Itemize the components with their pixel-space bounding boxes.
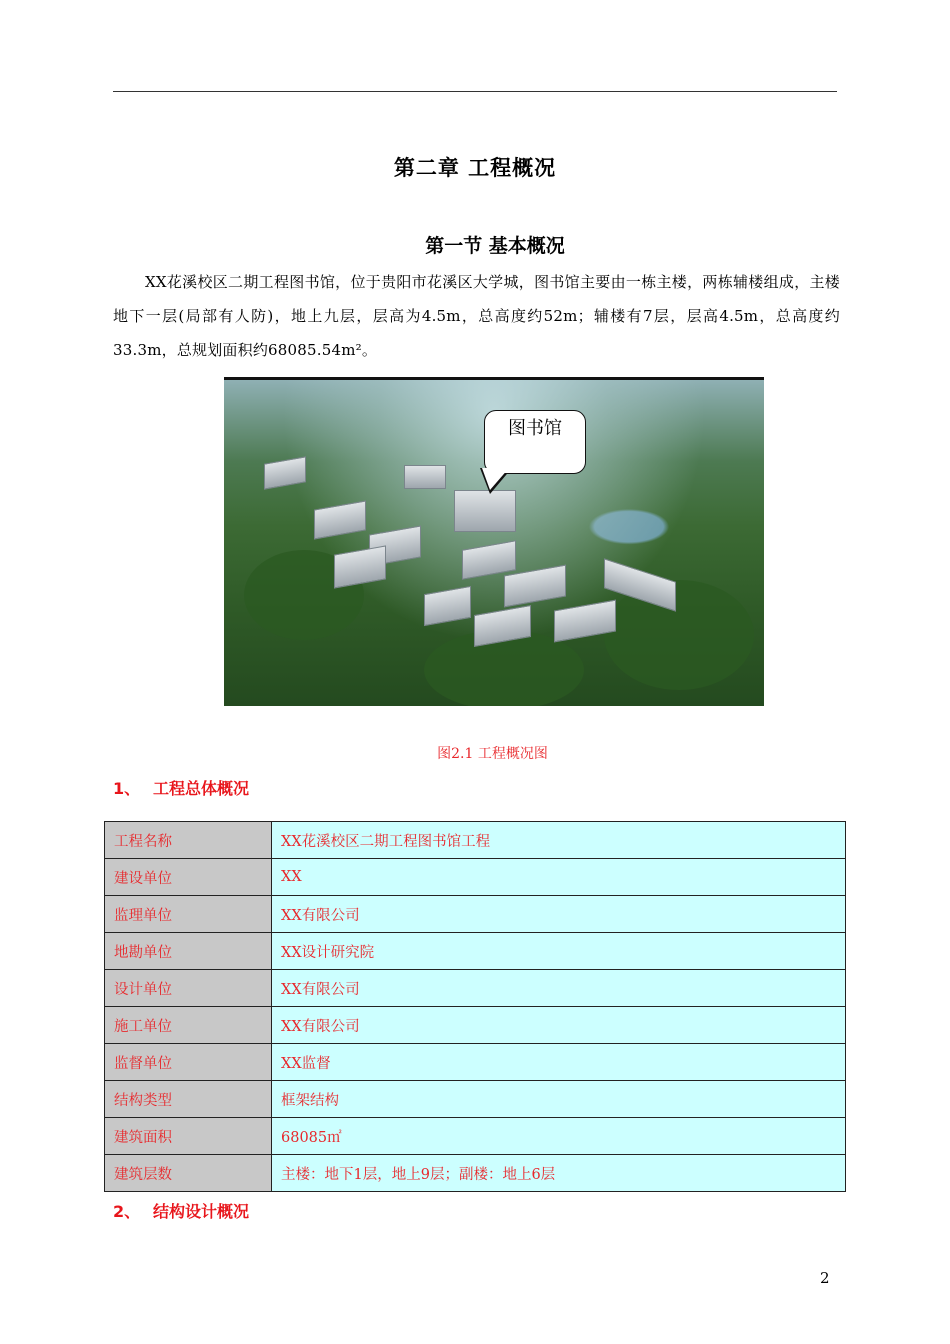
table-row (105, 859, 846, 896)
row-value: XX有限公司 (272, 970, 846, 1007)
table-row (105, 1118, 846, 1155)
chapter-title: 第二章 工程概况 (393, 156, 557, 180)
table-row (105, 1044, 846, 1081)
library-building (454, 490, 516, 532)
row-label: 设计单位 (105, 970, 272, 1007)
row-label: 施工单位 (105, 1007, 272, 1044)
campus-building (314, 500, 366, 539)
row-value: XX有限公司 (272, 1007, 846, 1044)
row-value: XX监督 (272, 1044, 846, 1081)
callout-pointer-fill (482, 468, 509, 490)
row-value: XX (272, 859, 846, 896)
campus-aerial-image (224, 377, 764, 706)
subsection-heading-2 (113, 1199, 249, 1222)
row-value: 68085㎡ (272, 1118, 846, 1155)
row-value: XX设计研究院 (272, 933, 846, 970)
campus-building (334, 545, 386, 588)
intro-paragraph: XX花溪校区二期工程图书馆，位于贵阳市花溪区大学城，图书馆主要由一栋主楼，两栋辅楼组成，主楼地下一层(局部有人防)，地上九层，层高为4.5m，总高度约52m；辅楼有7层，层高4.5m，总高度约33.3m，总规划面积约68085.54m²。 (113, 273, 840, 359)
row-value: XX花溪校区二期工程图书馆工程 (272, 822, 846, 859)
table-row (105, 1007, 846, 1044)
row-label: 建筑层数 (105, 1155, 272, 1192)
table-row (105, 896, 846, 933)
row-value: 主楼：地下1层，地上9层；副楼：地上6层 (272, 1155, 846, 1192)
campus-building (264, 456, 306, 489)
tree-cluster (604, 580, 754, 690)
table-row (105, 933, 846, 970)
subsection-title: 工程总体概况 (153, 779, 250, 798)
figure-caption: 图2.1 工程概况图 (437, 746, 548, 762)
section-title: 第一节 基本概况 (425, 235, 565, 257)
subsection-heading-1 (113, 776, 249, 799)
campus-building (404, 465, 446, 489)
campus-building (504, 565, 566, 608)
row-label: 工程名称 (105, 822, 272, 859)
table-row (105, 822, 846, 859)
project-overview-table (104, 821, 846, 1192)
table-row (105, 1081, 846, 1118)
row-value: 框架结构 (272, 1081, 846, 1118)
table-row (105, 1155, 846, 1192)
page-number: 2 (820, 1269, 830, 1287)
row-label: 结构类型 (105, 1081, 272, 1118)
row-label: 建设单位 (105, 859, 272, 896)
library-callout: 图书馆 (484, 410, 586, 474)
table-row (105, 970, 846, 1007)
subsection-number: 2、 (113, 1202, 141, 1221)
subsection-number: 1、 (113, 779, 141, 798)
row-label: 监督单位 (105, 1044, 272, 1081)
header-rule (113, 91, 837, 92)
row-value: XX有限公司 (272, 896, 846, 933)
subsection-title: 结构设计概况 (153, 1202, 250, 1221)
row-label: 地勘单位 (105, 933, 272, 970)
row-label: 建筑面积 (105, 1118, 272, 1155)
row-label: 监理单位 (105, 896, 272, 933)
campus-building (424, 586, 471, 626)
